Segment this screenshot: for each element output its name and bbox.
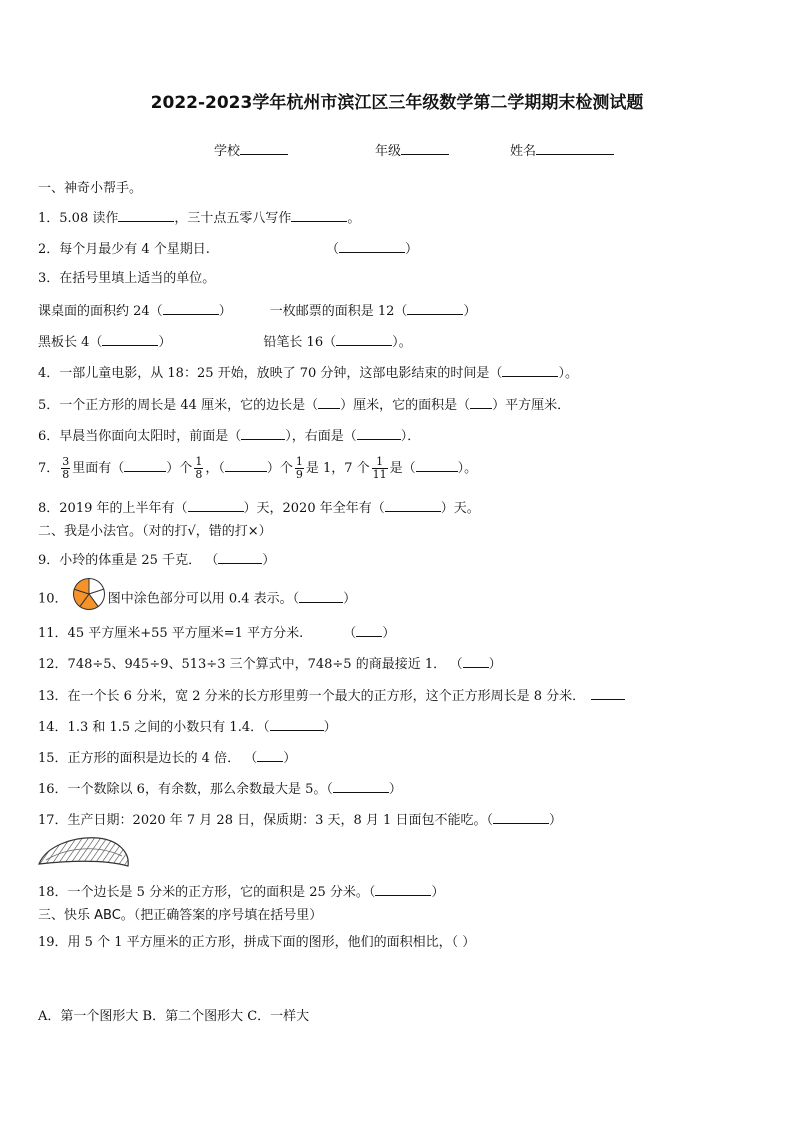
answer-blank[interactable] bbox=[257, 748, 283, 762]
question-8: 8．2019 年的上半年有（ ）天，2020 年全年有（ ）天。 bbox=[38, 498, 480, 518]
answer-blank[interactable] bbox=[356, 623, 382, 637]
name-label: 姓名 bbox=[510, 144, 537, 159]
bread-figure bbox=[36, 834, 132, 874]
question-16: 16．一个数除以 6，有余数，那么余数最大是 5。（ ） bbox=[38, 779, 402, 799]
answer-blank[interactable] bbox=[102, 332, 158, 346]
section-1-heading: 一、神奇小帮手。 bbox=[38, 181, 143, 196]
answer-blank[interactable] bbox=[385, 498, 441, 512]
question-19: 19．用 5 个 1 平方厘米的正方形，拼成下面的图形，他们的面积相比，（ ） bbox=[38, 935, 476, 950]
school-field[interactable] bbox=[214, 140, 288, 159]
answer-blank[interactable] bbox=[591, 686, 625, 700]
page-title: 2022-2023学年杭州市滨江区三年级数学第二学期期末检测试题 bbox=[150, 93, 644, 113]
school-label: 学校 bbox=[214, 144, 241, 159]
question-5: 5．一个正方形的周长是 44 厘米，它的边长是（ ）厘米，它的面积是（ ）平方厘米． bbox=[38, 395, 570, 415]
answer-blank[interactable] bbox=[336, 332, 392, 346]
section-2-heading: 二、我是小法官。（对的打√，错的打×） bbox=[38, 524, 272, 539]
question-7: 7． $\frac{3}{8}$ 里面有（ ）个 $\frac{1}{8}$ ，（ ）个 $\frac{1}{9}$ 是 1，7 个 $\frac{1}{11}$ 是（ ）。 bbox=[38, 455, 478, 481]
question-9: 9．小玲的体重是 25 千克． （ ） bbox=[38, 550, 275, 570]
grade-field[interactable] bbox=[375, 140, 449, 159]
question-13: 13．在一个长 6 分米，宽 2 分米的长方形里剪一个最大的正方形，这个正方形周长是 8 分米． bbox=[38, 686, 625, 706]
question-1: 1．5.08 读作 ，三十点五零八写作 。 bbox=[38, 208, 360, 228]
section-3-heading: 三、快乐 ABC。（把正确答案的序号填在括号里） bbox=[38, 908, 323, 923]
question-6: 6．早晨当你面向太阳时，前面是（ ），右面是（ ）． bbox=[38, 426, 420, 446]
answer-blank[interactable] bbox=[225, 458, 267, 472]
answer-blank[interactable] bbox=[163, 301, 219, 315]
question-17: 17．生产日期：2020 年 7 月 28 日，保质期：3 天，8 月 1 日面包不能吃。（ ） bbox=[38, 810, 562, 830]
answer-blank[interactable] bbox=[375, 882, 431, 896]
answer-blank[interactable] bbox=[291, 208, 347, 222]
question-3-row-1: 课桌面的面积约 24（ ） 一枚邮票的面积是 12（ ） bbox=[38, 301, 476, 321]
answer-blank[interactable] bbox=[493, 810, 549, 824]
answer-blank[interactable] bbox=[463, 654, 489, 668]
answer-blank[interactable] bbox=[470, 395, 492, 409]
answer-blank[interactable] bbox=[407, 301, 463, 315]
question-2: 2．每个月最少有 4 个星期日. （ ） bbox=[38, 239, 418, 259]
question-19-options[interactable]: A．第一个图形大 B．第二个图形大 C．一样大 bbox=[38, 1009, 310, 1024]
question-10: 10． 图中涂色部分可以用 0.4 表示。（ ） bbox=[38, 587, 356, 611]
question-3-row-2: 黑板长 4（ ） 铅笔长 16（ ）。 bbox=[38, 332, 412, 352]
circle-fraction-figure bbox=[72, 577, 106, 611]
answer-blank[interactable] bbox=[118, 208, 174, 222]
fraction: $\frac{1}{8}$ bbox=[195, 455, 203, 481]
question-15: 15．正方形的面积是边长的 4 倍． （ ） bbox=[38, 748, 296, 768]
question-4: 4．一部儿童电影，从 18：25 开始，放映了 70 分钟，这部电影结束的时间是（ ）。 bbox=[38, 363, 578, 383]
answer-blank[interactable] bbox=[333, 779, 389, 793]
answer-blank[interactable] bbox=[270, 717, 324, 731]
fraction: $\frac{1}{11}$ bbox=[372, 455, 387, 481]
answer-blank[interactable] bbox=[218, 550, 262, 564]
answer-blank[interactable] bbox=[299, 589, 343, 603]
answer-blank[interactable] bbox=[318, 395, 340, 409]
answer-blank[interactable] bbox=[416, 458, 458, 472]
question-3: 3．在括号里填上适当的单位。 bbox=[38, 271, 216, 286]
fraction: $\frac{1}{9}$ bbox=[295, 455, 303, 481]
question-18: 18．一个边长是 5 分米的正方形，它的面积是 25 分米。（ ） bbox=[38, 882, 444, 902]
answer-blank[interactable] bbox=[124, 458, 166, 472]
answer-blank[interactable] bbox=[339, 239, 405, 253]
fraction: $\frac{3}{8}$ bbox=[62, 455, 70, 481]
answer-blank[interactable] bbox=[357, 426, 401, 440]
answer-blank[interactable] bbox=[188, 498, 244, 512]
question-12: 12．748÷5、945÷9、513÷3 三个算式中，748÷5 的商最接近 1． （ ） bbox=[38, 654, 502, 674]
name-field[interactable] bbox=[510, 140, 614, 159]
question-14: 14．1.3 和 1.5 之间的小数只有 1.4．（ ） bbox=[38, 717, 337, 737]
answer-blank[interactable] bbox=[502, 363, 558, 377]
grade-label: 年级 bbox=[375, 144, 402, 159]
question-11: 11．45 平方厘米+55 平方厘米=1 平方分米. （ ） bbox=[38, 623, 395, 643]
answer-blank[interactable] bbox=[241, 426, 285, 440]
